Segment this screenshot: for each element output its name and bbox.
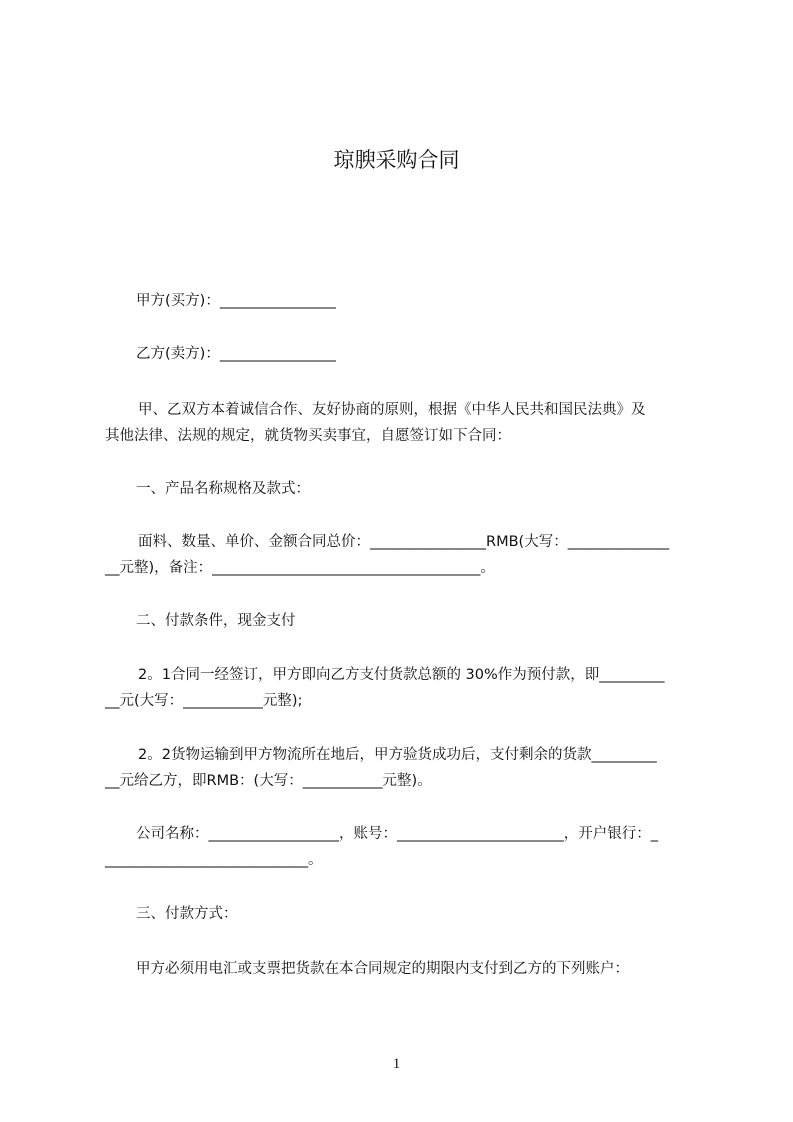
section-1-paragraph-line-1: 面料、数量、单价、金额合同总价：________________RMB(大写：______________	[138, 534, 670, 550]
section-2-heading: 二、付款条件，现金支付	[136, 613, 296, 629]
bank-info-line-2: ____________________________。	[105, 852, 323, 868]
clause-2-2-line-2: __元给乙方，即RMB：(大写：___________元整)。	[105, 773, 432, 789]
document-title: 琼腴采购合同	[333, 148, 460, 172]
party-a-line: 甲方(买方)：________________	[136, 293, 336, 309]
intro-paragraph-line-2: 其他法律、法规的规定，就货物买卖事宜，自愿签订如下合同：	[105, 428, 511, 444]
intro-paragraph-line-1: 甲、乙双方本着诚信合作、友好协商的原则，根据《中华人民共和国民法典》及	[138, 402, 646, 418]
page-number: 1	[392, 1056, 401, 1072]
bank-info-line-1: 公司名称：__________________，账号：_______________________，开户银行：_	[136, 826, 658, 842]
clause-2-1-line-2: __元(大写：___________元整);	[105, 693, 303, 709]
section-3-paragraph: 甲方必须用电汇或支票把货款在本合同规定的期限内支付到乙方的下列账户：	[136, 961, 629, 977]
clause-2-1-line-1: 2。1合同一经签订，甲方即向乙方支付货款总额的 30%作为预付款，即_________	[138, 667, 665, 683]
section-1-heading: 一、产品名称规格及款式：	[136, 481, 310, 497]
party-b-line: 乙方(卖方)：________________	[136, 346, 336, 362]
section-1-paragraph-line-2: __元整)，备注：_____________________________________。	[105, 560, 495, 576]
section-3-heading: 三、付款方式：	[136, 906, 238, 922]
clause-2-2-line-1: 2。2货物运输到甲方物流所在地后，甲方验货成功后，支付剩余的货款_________	[138, 747, 657, 763]
